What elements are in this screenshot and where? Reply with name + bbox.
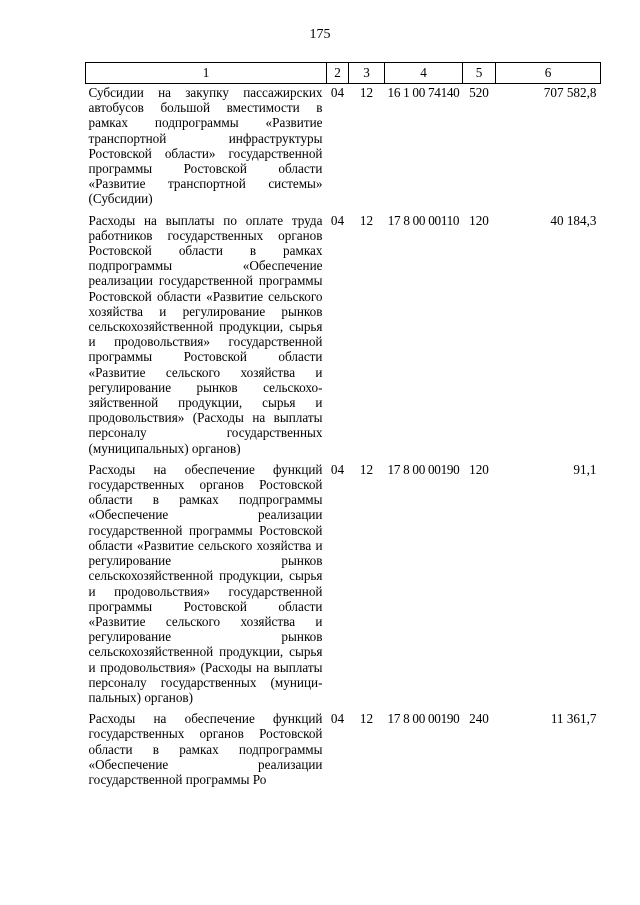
row-target-article-code: 17 8 00 00190 [387, 461, 460, 477]
row-target-article-code: 16 1 00 74140 [387, 85, 460, 100]
row-expense-type-code: 240 [469, 711, 489, 727]
table-row [86, 461, 601, 710]
row-description: Расходы на выплаты по оплате труда работников государственных органов Ростовской области в рамках подпрограммы «Обеспечение реализации государственной программы Ростовской области «Развитие сельского хозяйства и регулирование рынков сельскохозяйственной продукции, сырья и продовольствия» государственной программы Ростовской области «Развитие сельского хозяйства и регулирование рынков сельскохозяйственной продукции, сырья и продовольствия» (Расходы на выплаты персоналу государственных (муниципальных) органов) [88, 212, 323, 456]
row-subsection-code: 12 [359, 711, 374, 727]
row-amount: 707 582,8 [543, 85, 597, 100]
row-amount: 40 184,3 [550, 212, 597, 228]
column-header-subsection: 3 [349, 63, 385, 84]
column-header-description: 1 [86, 63, 327, 84]
row-expense-type-code: 520 [469, 85, 489, 100]
row-amount: 91,1 [573, 461, 597, 477]
table-row [86, 212, 601, 461]
row-target-article-code: 17 8 00 00190 [387, 711, 460, 727]
column-header-target-article: 4 [385, 63, 463, 84]
column-number-row [86, 63, 601, 84]
row-description: Субсидии на закупку пассажирских автобусов большой вместимости в рамках подпрограммы «Развитие транспортной инфраструктуры Ростовской области» государственной программы Ростовской области «Развитие транспортной системы» (Субсидии) [88, 85, 323, 207]
column-header-amount: 6 [496, 63, 601, 84]
column-header-expense-type: 5 [463, 63, 496, 84]
row-section-code: 04 [330, 461, 345, 477]
column-header-section: 2 [327, 63, 349, 84]
row-description: Расходы на обеспечение функций государственных органов Ростовской области в рамках подпрограммы «Обеспечение реализации государственной программы Ро [88, 711, 323, 787]
row-section-code: 04 [330, 711, 345, 727]
row-description: Расходы на обеспечение функций государственных органов Ростовской области в рамках подпрограммы «Обеспечение реализации государственной программы Ростовской области «Развитие сельского хозяйства и регулирование рынков сельскохозяйственной продукции, сырья и продовольствия» государственной программы Ростовской области «Развитие сельского хозяйства и регулирование рынков сельскохозяйственной продукции, сырья и продовольствия» (Расходы на выплаты персоналу государственных (муниципальных) органов) [88, 461, 323, 705]
page-number: 175 [309, 27, 331, 42]
table-row [86, 710, 601, 792]
row-target-article-code: 17 8 00 00110 [387, 212, 460, 228]
row-section-code: 04 [330, 85, 345, 100]
row-subsection-code: 12 [359, 461, 374, 477]
row-expense-type-code: 120 [469, 461, 489, 477]
row-subsection-code: 12 [359, 85, 374, 100]
row-section-code: 04 [330, 212, 345, 228]
row-expense-type-code: 120 [469, 212, 489, 228]
table-row [86, 84, 601, 212]
budget-table [85, 62, 601, 792]
row-subsection-code: 12 [359, 212, 374, 228]
row-amount: 11 361,7 [550, 711, 597, 727]
